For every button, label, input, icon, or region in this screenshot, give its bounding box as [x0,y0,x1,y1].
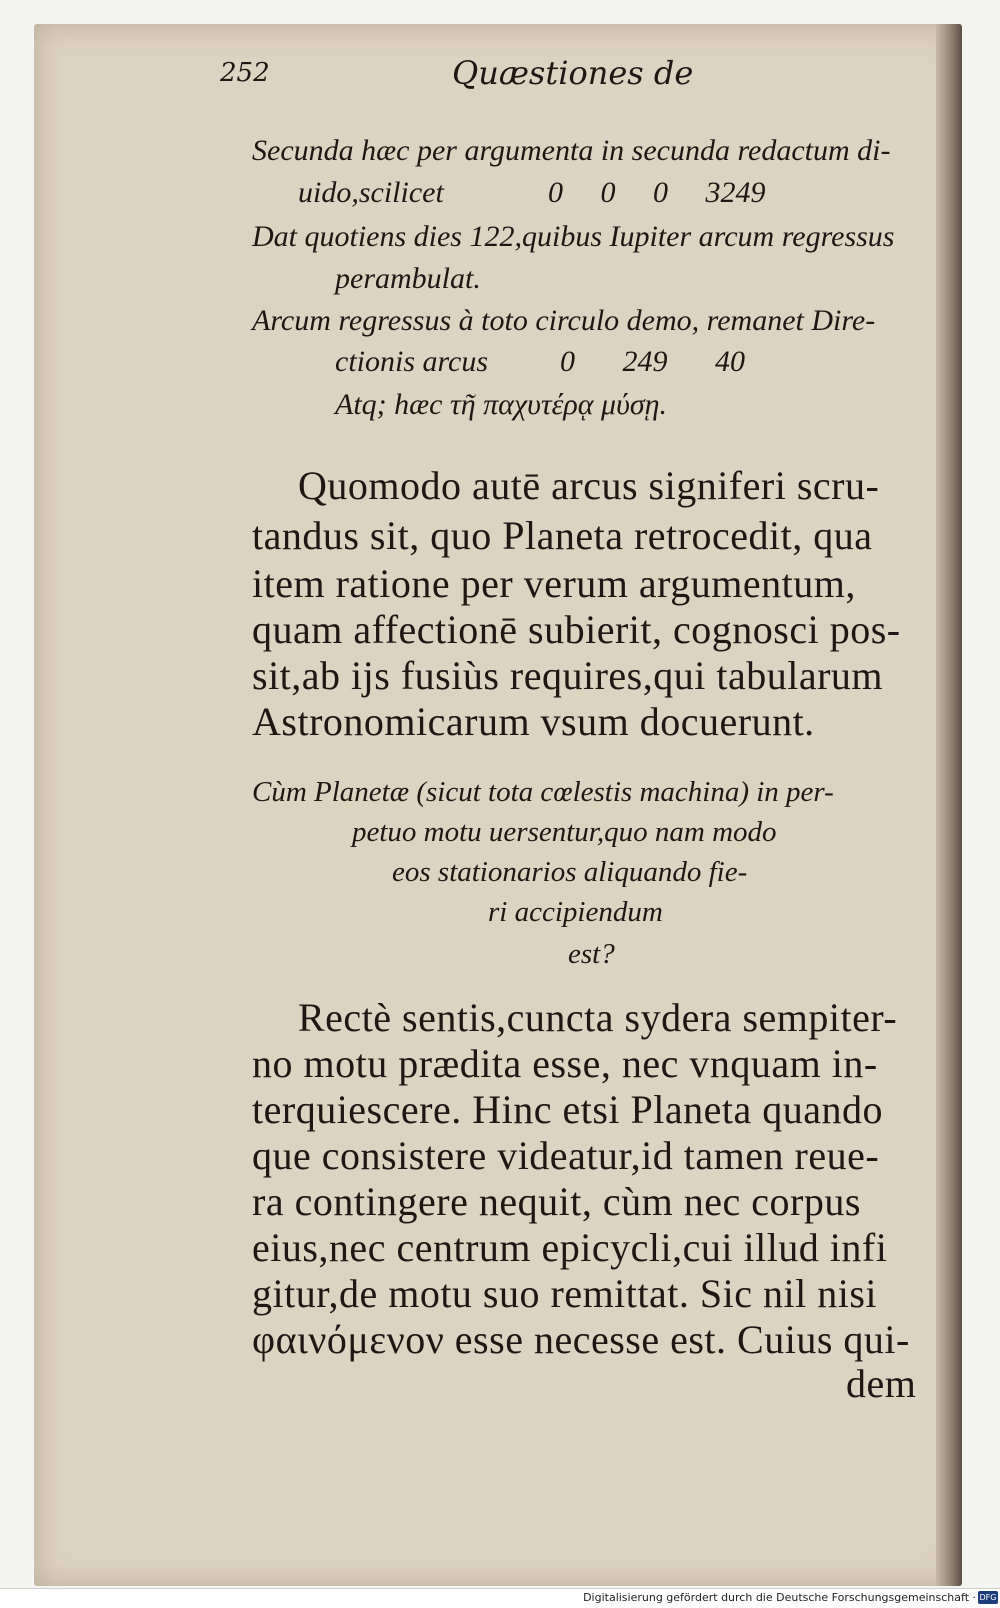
page-spine-edge [936,24,962,1586]
para2-line-3: terquiescere. Hinc etsi Planeta quando [252,1087,883,1132]
question-line-2: petuo motu uersentur,quo nam modo [352,816,777,848]
digitization-footer [0,1588,1000,1608]
italic-line-1: Secunda hæc per argumenta in secunda redactum di- [252,134,891,167]
italic-line-4: perambulat. [335,262,481,295]
para2-line-1: Rectè sentis,cuncta sydera sempiter- [298,995,898,1040]
catchword: dem [846,1361,917,1406]
para2-line-4: que consistere videatur,id tamen reue- [252,1133,880,1178]
para1-line-2: tandus sit, quo Planeta retrocedit, qua [252,513,873,558]
footer-credit: Digitalisierung gefördert durch die Deutsche Forschungsgemeinschaft · [583,1591,976,1604]
page-number: 252 [220,58,270,88]
question-line-5: est? [568,938,615,970]
para2-line-2: no motu prædita esse, nec vnquam in- [252,1041,878,1086]
para2-line-7: gitur,de motu suo remittat. Sic nil nisi [252,1271,878,1316]
italic-line-6a: ctionis arcus [335,345,489,378]
para2-line-8: φαινόμενον esse necesse est. Cuius qui- [252,1317,910,1362]
italic-line-5: Arcum regressus à toto circulo demo, remanet Dire- [252,304,876,337]
para1-line-1: Quomodo autē arcus signiferi scru- [298,463,880,508]
para2-line-6: eius,nec centrum epicycli,cui illud infi [252,1225,888,1270]
para1-line-6: Astronomicarum vsum docuerunt. [252,699,815,744]
question-line-1: Cùm Planetæ (sicut tota cœlestis machina) in per- [252,776,834,808]
italic-line-2b: 0 0 0 3249 [548,176,766,209]
para1-line-4: quam affectionē subierit, cognosci pos- [252,607,901,652]
para1-line-3: item ratione per verum argumentum, [252,561,856,606]
question-line-4: ri accipiendum [488,896,663,928]
italic-line-6b: 0 249 40 [560,345,745,378]
italic-line-7: Atq; hæc τῆ παχυτέρᾳ μύσῃ. [335,388,668,421]
italic-line-3: Dat quotiens dies 122,quibus Iupiter arcum regressus [252,220,895,253]
para1-line-5: sit,ab ijs fusiùs requires,qui tabularum [252,653,884,698]
dfg-logo-icon: DFG [979,1593,997,1602]
question-line-3: eos stationarios aliquando fie- [392,856,748,888]
italic-line-2a: uido,scilicet [298,176,444,209]
para2-line-5: ra contingere nequit, cùm nec corpus [252,1179,861,1224]
running-head: Quæstiones de [452,54,694,92]
